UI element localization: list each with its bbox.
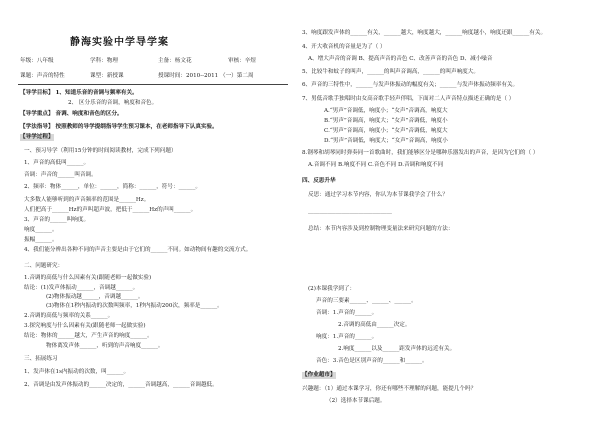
header-reviewer: 审核：辛煜 xyxy=(228,58,256,64)
extension-heading: 三、拓展练习 xyxy=(24,356,58,362)
ex-7-a: A.“男声”音调低，响度小；“女声”音调高，响度大 xyxy=(324,108,448,114)
ex-7: 7、男低音歌手独唱时由女高音歌手轻声伴唱，下面对二人声音特点描述正确的是（ ） xyxy=(302,96,515,102)
learned-loudness-2: 2.响度______以及______距发声体的远近有关。 xyxy=(338,346,456,352)
reflection-question: 反思：通过学习本节内容，你认为本节课我学会了什么？ xyxy=(308,192,448,198)
ex-7-c: C.“男声”音调高，响度小；“女声”音调低，响度大 xyxy=(324,128,448,134)
preview-heading: 一、预习导学（利用15分钟的时间阅读教材，完成下列问题） xyxy=(24,148,177,154)
q3-loudness: 响度______。 xyxy=(24,227,58,233)
q1: 1、声音的高低叫______。 xyxy=(24,160,90,166)
learned-heading: (2)本课我学到了： xyxy=(308,286,356,292)
header-type: 课型：新授课 xyxy=(90,73,124,79)
ex-7-b: B.“男声”音调高，响度大；“女声”音调低，响度小 xyxy=(324,118,448,124)
homework-heading: 【作业超市】 xyxy=(302,372,336,378)
header-author: 主备：杨文花 xyxy=(158,58,192,64)
header-topic: 课题：声音的特性 xyxy=(20,73,65,79)
q2-ultrasonic: 人们把高于______Hz的声叫超声波，把低于______Hz的声叫______。 xyxy=(24,207,197,213)
ex-5: 5、比较牛和蚊子的叫声，______的叫声音调高，______的叫声响度大。 xyxy=(302,69,479,75)
summary: 总结：本节内容涉及到控制物理变量法来研究问题的方法： xyxy=(308,226,454,232)
ex-7-d: D.“男声”音调低，响度大；“女声”音调高，响度小 xyxy=(324,138,448,144)
learned-pitch-2: 2.音调的高低由______决定。 xyxy=(338,322,411,328)
homework-1: 兴趣题：（1）通过本课学习，你还有哪些不理解的问题，能提几个吗？ xyxy=(302,386,477,392)
goal-1: 【导学目标】 1、知道乐音的音调与频率有关。 xyxy=(20,90,138,96)
research-3-c1: 结论：物体的______越大，产生声音的响度______。 xyxy=(24,333,153,339)
ex-8: 8.钢琴和胡琴同时弹奏同一首歌曲时，我们能够区分是哪种乐器发出的声音，是因为它们的（ ） xyxy=(302,150,539,156)
learned-three-elements: 声音的三要素______、______、______。 xyxy=(316,298,417,304)
ex-4-options: A、增大声音的音调 B、提高声音的音色 C、改善声音的音色 D、减小噪音 xyxy=(308,56,493,62)
ex-3: 3、响度跟发声体的______有关，______越大，响度越大，______响度越小，响度还跟______有关。 xyxy=(302,30,547,36)
header-time: 授课时间：2010--2011 （一）第二周 xyxy=(158,73,254,79)
ex-4: 4、开大收音机的音量是为了（ ） xyxy=(302,44,386,50)
research-3: 3.探究响度与什么因素有关(跟随老师一起做实验) xyxy=(24,323,146,329)
research-heading: 二、问题研究： xyxy=(24,263,64,269)
learned-pitch-1: 音调：1.声音的______。 xyxy=(316,310,378,316)
q3-amplitude: 振幅______。 xyxy=(24,237,58,243)
research-3-c2: 物体离发声体______，听到的声音响度______。 xyxy=(46,343,164,349)
homework-2: （2）选择本节课后题。 xyxy=(326,398,386,404)
reflection-answer-line: ______________________________ xyxy=(308,208,392,214)
ex-8-options: A.音调不同 B.响度不同 C.音色不同 D.音调和响度不同 xyxy=(308,162,444,168)
section-process: 【导学过程】 xyxy=(20,134,54,140)
header-subject: 学科：物理 xyxy=(90,58,118,64)
q1-pitch: 音调：声音的______叫音调。 xyxy=(24,172,97,178)
learned-loudness-1: 响度：1.声音的______。 xyxy=(316,334,378,340)
q2: 2、频率：物体______，单位：______，简称：______，符号：______。 xyxy=(24,184,201,190)
goal-2: 2、 区分乐音的音调，响度和音色。 xyxy=(68,100,158,106)
extension-2: 2、音调是由发声体振动的______决定的，______音调越高，______音调越低。 xyxy=(24,382,218,388)
extension-1: 1、发声体在1s内振动的次数，叫______。 xyxy=(24,369,130,375)
header-grade: 年级：八年级 xyxy=(20,58,54,64)
q3: 3、声音的______叫响度。 xyxy=(24,217,90,223)
q2-range: 大多数人能够听到的声音频率的范围是______Hz。 xyxy=(24,197,150,203)
key-point: 【导学重点】 音调、响度和音色的区分。 xyxy=(20,111,123,117)
reflection-heading: 四、反思升华 xyxy=(302,178,336,184)
right-column xyxy=(302,0,587,422)
learned-timbre: 音色：3.音色是区别声音的______和______。 xyxy=(316,358,428,364)
research-2: 2.音调的高低与频率的关系______。 xyxy=(24,313,114,319)
research-1: 1.音调的高低与什么因素有关(跟随老师一起做实验) xyxy=(24,275,152,281)
left-column xyxy=(18,0,288,422)
research-1-c2: (2)物体振动越______，音调越______。 xyxy=(46,294,144,300)
q4: 4、我们能分辨出各种不同的声音主要是由于它们的______不同。如动物间有趣的交流方式。 xyxy=(24,247,252,253)
method-guide: 【学法指导】 按照教师的导学提纲指导学生预习课本，在老师指导下认真实验。 xyxy=(20,124,218,130)
document-title: 静海实验中学导学案 xyxy=(70,37,169,48)
ex-6: 6、声音的三特性中，______与发声体振动的幅度有关；______与发声体振动频率有关。 xyxy=(302,82,519,88)
research-1-c1: 结论：(1)发声体振动______，音调越______。 xyxy=(24,285,139,291)
research-1-c3: (3)物体在1秒内振动的次数叫频率，1秒内振动200次，频率是______。 xyxy=(46,303,223,309)
